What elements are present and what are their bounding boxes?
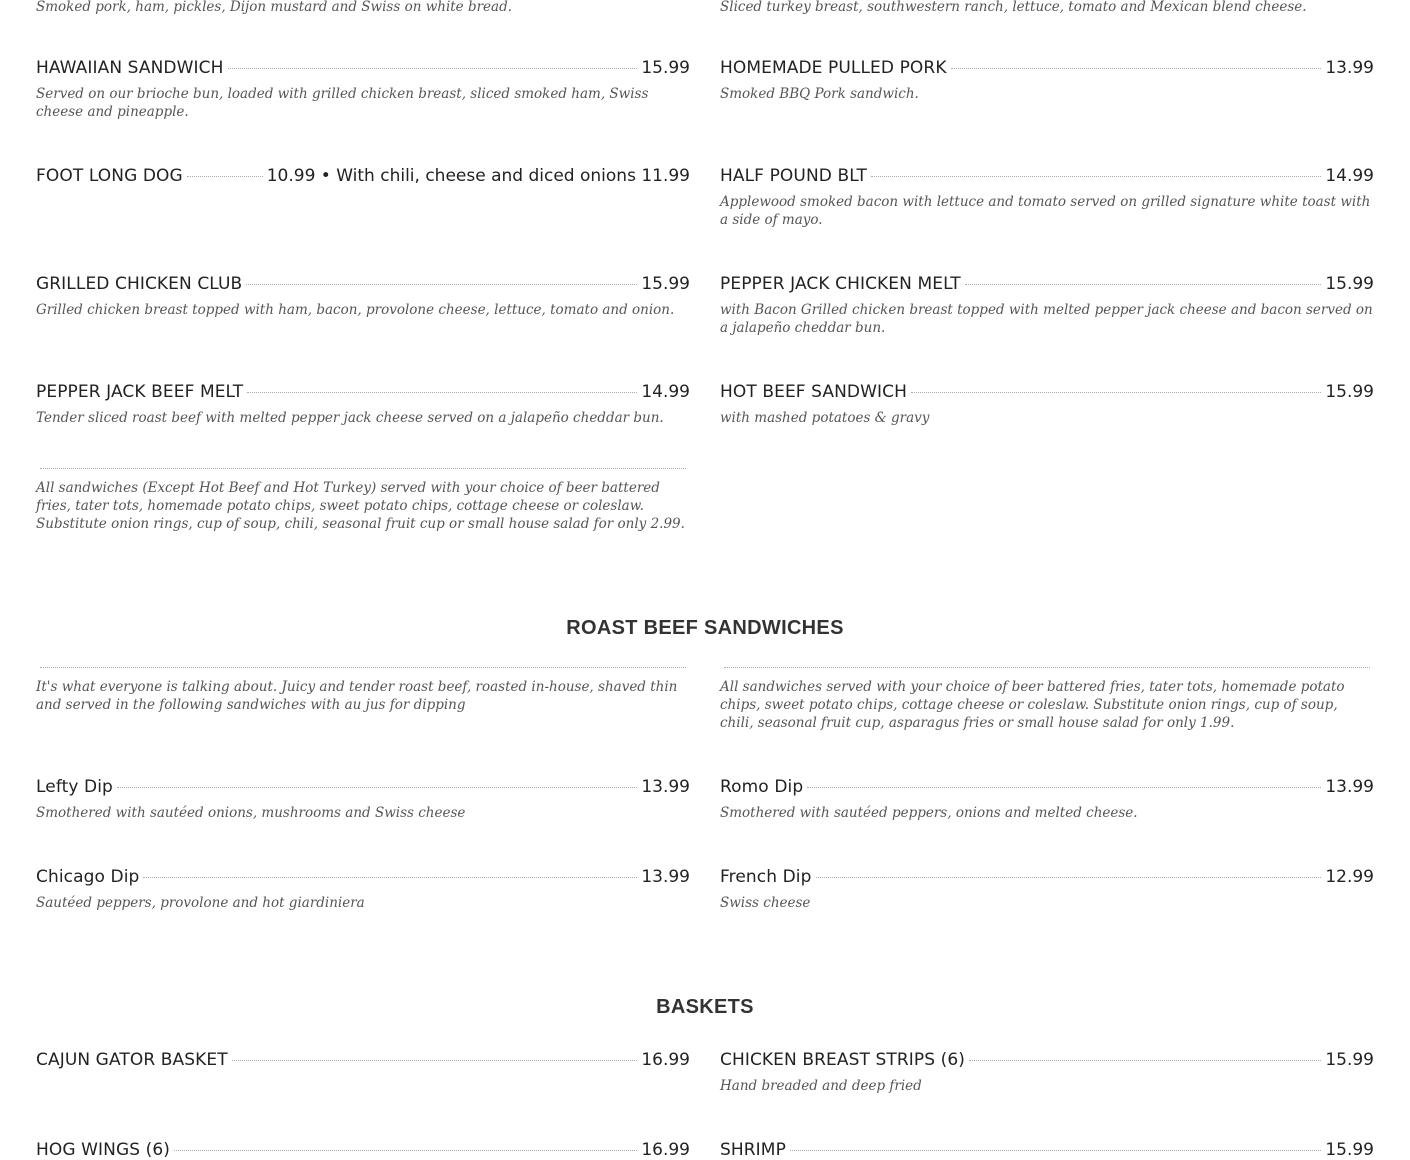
menu-item-chicago-dip <box>36 867 690 912</box>
item-name: HALF POUND BLT <box>720 166 867 186</box>
menu-item-pepper-jack-chicken-melt <box>720 274 1374 337</box>
item-description: with mashed potatoes & gravy <box>720 410 930 426</box>
dot-leader <box>969 1060 1321 1061</box>
item-name: CAJUN GATOR BASKET <box>36 1050 228 1070</box>
menu-item-chicken-breast-strips <box>720 1050 1374 1095</box>
dot-leader <box>816 877 1322 878</box>
dot-leader <box>965 284 1322 285</box>
item-name: French Dip <box>720 867 812 887</box>
item-name: Romo Dip <box>720 777 804 797</box>
item-price: 15.99 <box>1325 382 1374 402</box>
item-name: GRILLED CHICKEN CLUB <box>36 274 243 294</box>
item-name: SHRIMP <box>720 1140 786 1160</box>
item-name: HAWAIIAN SANDWICH <box>36 58 224 78</box>
item-description: Smoked pork, ham, pickles, Dijon mustard and Swiss on white bread. <box>36 0 513 15</box>
item-name: CHICKEN BREAST STRIPS (6) <box>720 1050 965 1070</box>
item-name: PEPPER JACK CHICKEN MELT <box>720 274 961 294</box>
item-description: Grilled chicken breast topped with ham, bacon, provolone cheese, lettuce, tomato and onion. <box>36 302 675 318</box>
menu-item-cajun-gator-basket <box>36 1050 690 1070</box>
item-price: 15.99 <box>1325 1140 1374 1160</box>
item-price: 14.99 <box>1325 166 1374 186</box>
item-description: Served on our brioche bun, loaded with grilled chicken breast, sliced smoked ham, Swiss cheese and pineapple. <box>36 86 649 120</box>
dot-leader <box>951 68 1322 69</box>
item-name: PEPPER JACK BEEF MELT <box>36 382 244 402</box>
item-price: 14.99 <box>641 382 690 402</box>
item-description: Hand breaded and deep fried <box>720 1078 922 1094</box>
dot-leader <box>187 176 263 177</box>
item-name: Lefty Dip <box>36 777 113 797</box>
item-name: FOOT LONG DOG <box>36 166 183 186</box>
dot-leader <box>117 787 637 788</box>
dot-leader <box>228 68 638 69</box>
item-description: Smoked BBQ Pork sandwich. <box>720 86 919 102</box>
menu-item-french-dip <box>720 867 1374 912</box>
item-price: 15.99 <box>1325 274 1374 294</box>
item-name: HOG WINGS (6) <box>36 1140 171 1160</box>
roast-beef-sides-note: All sandwiches served with your choice of beer battered fries, tater tots, homemade potato chips, sweet potato chips, cottage cheese or coleslaw. Substitute onion rings, cup of soup, chili, seasonal fruit cup, asparagus fries or small house salad for only 1.99. <box>720 679 1345 731</box>
item-description: Sautéed peppers, provolone and hot giardiniera <box>36 895 365 911</box>
item-description: Applewood smoked bacon with lettuce and tomato served on grilled signature white toast with a side of mayo. <box>720 194 1371 228</box>
item-price: 10.99 • With chili, cheese and diced onions 11.99 <box>266 166 690 186</box>
menu-item-shrimp <box>720 1140 1374 1160</box>
dot-leader <box>143 877 637 878</box>
item-description: Smothered with sautéed peppers, onions and melted cheese. <box>720 805 1138 821</box>
dot-leader <box>871 176 1321 177</box>
item-price: 13.99 <box>641 867 690 887</box>
item-description: Swiss cheese <box>720 895 811 911</box>
item-price: 15.99 <box>641 58 690 78</box>
roast-beef-intro-note: It's what everyone is talking about. Juicy and tender roast beef, roasted in-house, shaved thin and served in the following sandwiches with au jus for dipping <box>36 679 678 713</box>
item-description: Smothered with sautéed onions, mushrooms and Swiss cheese <box>36 805 466 821</box>
menu-item-hog-wings <box>36 1140 690 1160</box>
dot-leader <box>790 1150 1321 1151</box>
menu-item-lefty-dip <box>36 777 690 822</box>
menu-item-hot-beef-sandwich <box>720 382 1374 427</box>
item-price: 12.99 <box>1325 867 1374 887</box>
item-name: Chicago Dip <box>36 867 140 887</box>
item-price: 16.99 <box>641 1140 690 1160</box>
menu-item-romo-dip <box>720 777 1374 822</box>
item-price: 15.99 <box>641 274 690 294</box>
section-heading-roast-beef: ROAST BEEF SANDWICHES <box>566 617 844 639</box>
note-divider <box>724 667 1370 668</box>
dot-leader <box>247 392 637 393</box>
menu-item-foot-long-dog <box>36 166 690 186</box>
item-price: 15.99 <box>1325 1050 1374 1070</box>
menu-item-grilled-chicken-club <box>36 274 690 319</box>
menu-item-hawaiian-sandwich <box>36 58 690 121</box>
section-heading-baskets: BASKETS <box>656 996 754 1018</box>
item-description: Tender sliced roast beef with melted pepper jack cheese served on a jalapeño cheddar bun. <box>36 410 664 426</box>
dot-leader <box>911 392 1321 393</box>
item-price: 16.99 <box>641 1050 690 1070</box>
dot-leader <box>246 284 637 285</box>
item-name: HOT BEEF SANDWICH <box>720 382 907 402</box>
dot-leader <box>174 1150 637 1151</box>
menu-item-homemade-pulled-pork <box>720 58 1374 103</box>
note-divider <box>40 468 686 469</box>
item-price: 13.99 <box>1325 58 1374 78</box>
note-divider <box>40 667 686 668</box>
menu-item-pepper-jack-beef-melt <box>36 382 690 427</box>
item-price: 13.99 <box>1325 777 1374 797</box>
item-price: 13.99 <box>641 777 690 797</box>
item-description: Sliced turkey breast, southwestern ranch, lettuce, tomato and Mexican blend cheese. <box>720 0 1307 15</box>
sandwiches-note: All sandwiches (Except Hot Beef and Hot Turkey) served with your choice of beer battered fries, tater tots, homemade potato chips, sweet potato chips, cottage cheese or coleslaw. Substitute onion rings, cup of soup, chili, seasonal fruit cup or small house salad for only 2.99. <box>36 480 685 532</box>
item-description: with Bacon Grilled chicken breast topped with melted pepper jack cheese and bacon served on a jalapeño cheddar bun. <box>720 302 1373 336</box>
menu-item-half-pound-blt <box>720 166 1374 229</box>
dot-leader <box>807 787 1321 788</box>
dot-leader <box>232 1060 638 1061</box>
item-name: HOMEMADE PULLED PORK <box>720 58 947 78</box>
